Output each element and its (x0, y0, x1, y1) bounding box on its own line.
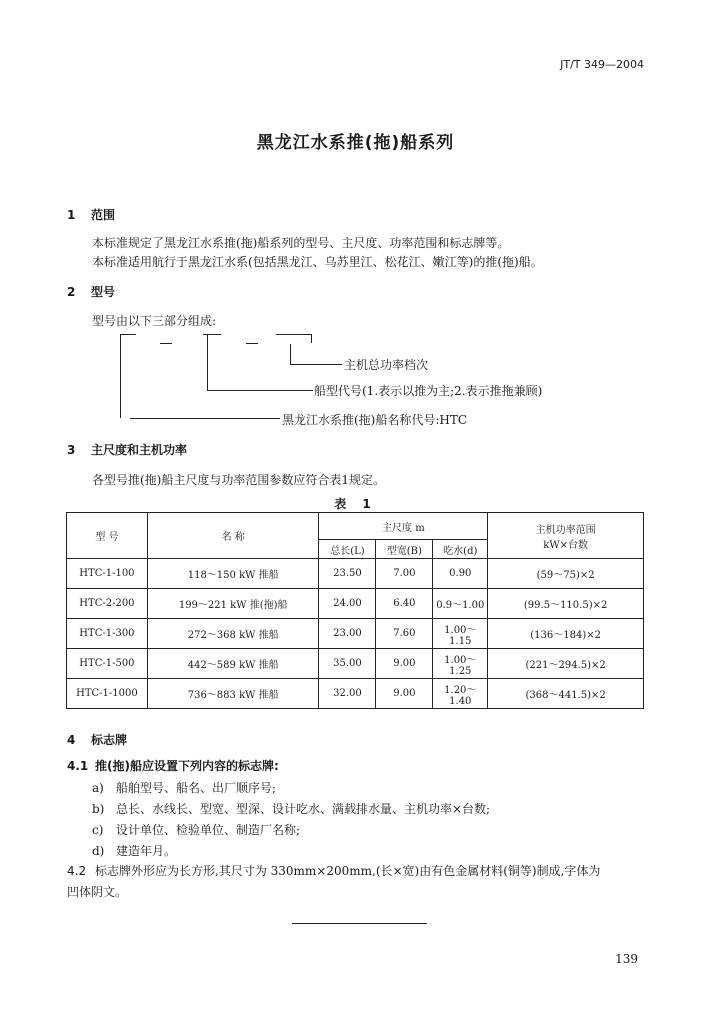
clause-4-1 (67, 757, 279, 774)
section-3-title: 主尺度和主机功率 (91, 443, 188, 457)
document-title: 黑龙江水系推(拖)船系列 (256, 133, 455, 153)
header-power-unit: kW×台数 (543, 539, 588, 551)
cell-length: 24.00 (319, 589, 376, 619)
header-model: 型 号 (67, 513, 148, 559)
clause-4-2-line-1 (67, 862, 600, 879)
cell-draft: 1.20～1.40 (433, 679, 488, 709)
list-item-text: 设计单位、检验单位、制造厂名称; (116, 823, 301, 837)
header-draft: 吃水(d) (433, 540, 488, 559)
cell-length: 23.50 (319, 559, 376, 589)
cell-model: HTC-1-100 (67, 559, 148, 589)
cell-name: 199～221 kW 推(拖)船 (147, 589, 319, 619)
cell-length: 35.00 (319, 649, 376, 679)
code-stem-power (290, 344, 291, 364)
list-item (92, 821, 300, 838)
leader-type (207, 390, 313, 391)
section-1-para-2: 本标准适用航行于黑龙江水系(包括黑龙江、乌苏里江、松花江、嫩江等)的推(拖)船。 (92, 255, 543, 269)
clause-4-1-text: 推(拖)船应设置下列内容的标志牌: (95, 759, 279, 773)
table-caption: 表 1 (334, 497, 377, 511)
section-4-heading (67, 731, 127, 748)
table-row (67, 619, 644, 649)
code-box-3-top (276, 334, 311, 335)
section-4-title: 标志牌 (91, 733, 128, 747)
list-item-mark: d) (92, 844, 105, 858)
code-stem-name (120, 334, 121, 418)
cell-model: HTC-1-1000 (67, 679, 148, 709)
cell-name: 118～150 kW 推船 (147, 559, 319, 589)
section-2-number: 2 (67, 285, 76, 299)
clause-4-2-line-2: 凹体阴文。 (67, 885, 128, 899)
cell-length: 23.00 (319, 619, 376, 649)
header-name: 名 称 (147, 513, 319, 559)
cell-power: (99.5～110.5)×2 (488, 589, 644, 619)
code-box-1-top (120, 334, 136, 335)
spec-table (66, 512, 644, 709)
header-length: 总长(L) (319, 540, 376, 559)
standard-number: JT/T 349—2004 (560, 58, 644, 71)
section-1-para-1: 本标准规定了黑龙江水系推(拖)船系列的型号、主尺度、功率范围和标志牌等。 (92, 236, 510, 250)
code-separator-2 (246, 343, 258, 344)
cell-model: HTC-1-300 (67, 619, 148, 649)
section-2-heading (67, 283, 115, 300)
cell-beam: 9.00 (376, 679, 433, 709)
cell-beam: 7.00 (376, 559, 433, 589)
cell-name: 272～368 kW 推船 (147, 619, 319, 649)
label-name-code: 黑龙江水系推(拖)船名称代号:HTC (282, 413, 468, 427)
table-row (67, 589, 644, 619)
header-power-label: 主机功率范围 (535, 524, 596, 536)
leader-name (130, 418, 280, 419)
table-row (67, 649, 644, 679)
label-power-class: 主机总功率档次 (344, 358, 429, 372)
section-3-heading (67, 441, 187, 458)
clause-4-1-number: 4.1 (67, 759, 89, 773)
cell-power: (221～294.5)×2 (488, 649, 644, 679)
cell-draft: 0.9～1.00 (433, 589, 488, 619)
cell-power: (368～441.5)×2 (488, 679, 644, 709)
list-item (92, 779, 276, 796)
list-item (92, 842, 176, 859)
cell-beam: 9.00 (376, 649, 433, 679)
clause-4-2-text: 标志牌外形应为长方形,其尺寸为 330mm×200mm,(长×宽)由有色金属材料(铜等)制成,字体为 (95, 864, 601, 878)
cell-beam: 7.60 (376, 619, 433, 649)
header-main-dimensions: 主尺度 m (319, 513, 488, 540)
cell-draft: 0.90 (433, 559, 488, 589)
list-item (92, 800, 490, 817)
table-row (67, 679, 644, 709)
section-3-number: 3 (67, 443, 76, 457)
section-2-title: 型号 (91, 285, 116, 299)
cell-beam: 6.40 (376, 589, 433, 619)
cell-name: 442～589 kW 推船 (147, 649, 319, 679)
section-4-number: 4 (67, 733, 76, 747)
cell-name: 736～883 kW 推船 (147, 679, 319, 709)
list-item-text: 建造年月。 (116, 844, 177, 858)
cell-model: HTC-2-200 (67, 589, 148, 619)
leader-power (290, 364, 342, 365)
section-1-heading (67, 206, 115, 223)
code-separator-1 (160, 343, 172, 344)
table-row (67, 559, 644, 589)
cell-draft: 1.00～1.25 (433, 649, 488, 679)
list-item-mark: b) (92, 802, 105, 816)
header-power (488, 513, 644, 559)
cell-length: 32.00 (319, 679, 376, 709)
section-1-number: 1 (67, 208, 76, 222)
clause-4-2-number: 4.2 (67, 864, 87, 878)
code-box-3-end (311, 334, 312, 343)
list-item-mark: a) (92, 781, 104, 795)
code-stem-type (207, 334, 208, 390)
page-number: 139 (615, 952, 638, 966)
header-beam: 型宽(B) (376, 540, 433, 559)
list-item-text: 总长、水线长、型宽、型深、设计吃水、满载排水量、主机功率×台数; (116, 802, 491, 816)
list-item-text: 船舶型号、船名、出厂顺序号; (116, 781, 277, 795)
cell-model: HTC-1-500 (67, 649, 148, 679)
label-type-code: 船型代号(1.表示以推为主;2.表示推拖兼顾) (314, 384, 543, 398)
cell-power: (136～184)×2 (488, 619, 644, 649)
cell-power: (59～75)×2 (488, 559, 644, 589)
section-1-title: 范围 (91, 208, 116, 222)
cell-draft: 1.00～1.15 (433, 619, 488, 649)
code-box-2-top (203, 334, 221, 335)
list-item-mark: c) (92, 823, 104, 837)
section-2-intro: 型号由以下三部分组成: (92, 314, 217, 328)
end-rule (292, 923, 427, 924)
section-3-intro: 各型号推(拖)船主尺度与功率范围参数应符合表1规定。 (92, 473, 386, 487)
